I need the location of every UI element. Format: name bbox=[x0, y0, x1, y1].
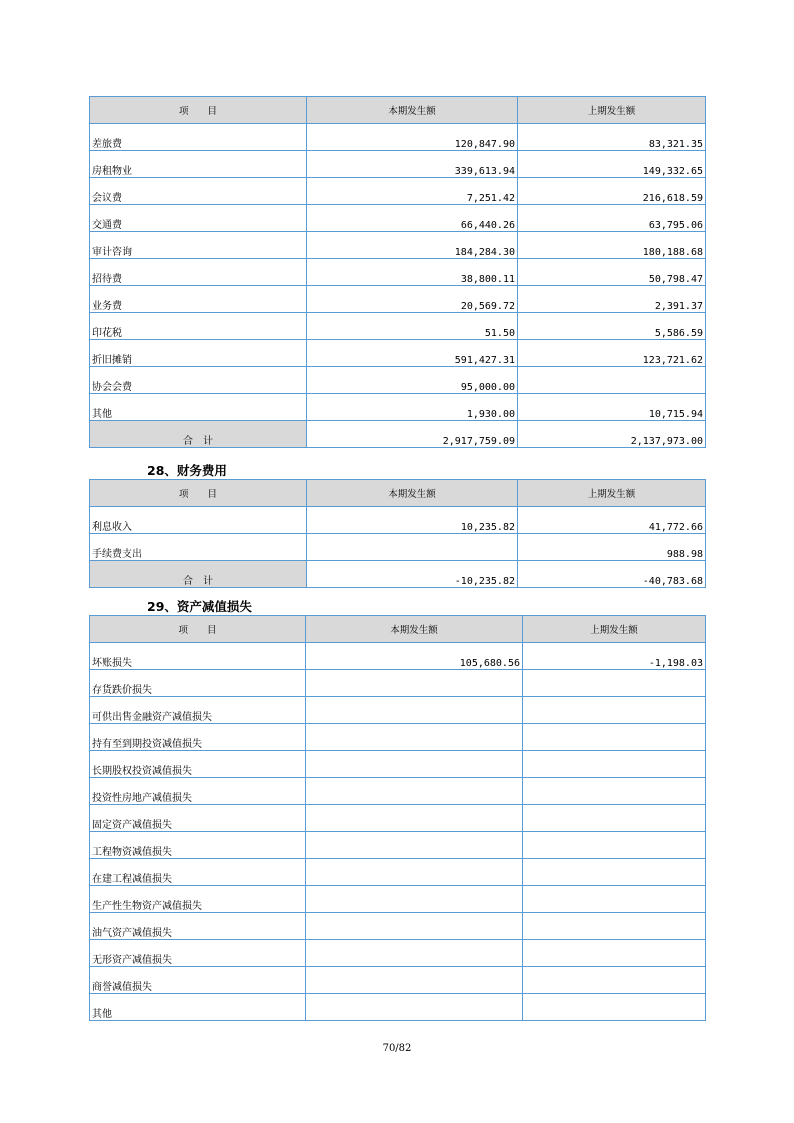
current-period-value: 7,251.42 bbox=[307, 178, 518, 205]
prior-period-value bbox=[523, 697, 706, 724]
total-value: -40,783.68 bbox=[518, 561, 706, 588]
admin-expense-table bbox=[89, 96, 706, 448]
financial-expense-table bbox=[89, 479, 706, 588]
current-period-value: 51.50 bbox=[307, 313, 518, 340]
current-period-value bbox=[306, 751, 523, 778]
prior-period-value: 10,715.94 bbox=[518, 394, 706, 421]
row-label: 手续费支出 bbox=[90, 534, 307, 561]
current-period-value: 120,847.90 bbox=[307, 124, 518, 151]
column-header: 项 目 bbox=[90, 616, 306, 643]
table-row bbox=[90, 967, 706, 994]
row-label: 固定资产减值损失 bbox=[90, 805, 306, 832]
prior-period-value: 50,798.47 bbox=[518, 259, 706, 286]
header-row bbox=[90, 480, 706, 507]
table-row bbox=[90, 832, 706, 859]
row-label: 招待费 bbox=[90, 259, 307, 286]
prior-period-value: 83,321.35 bbox=[518, 124, 706, 151]
prior-period-value bbox=[523, 751, 706, 778]
current-period-value: 38,800.11 bbox=[307, 259, 518, 286]
prior-period-value: 988.98 bbox=[518, 534, 706, 561]
prior-period-value bbox=[523, 859, 706, 886]
row-label: 业务费 bbox=[90, 286, 307, 313]
table-row bbox=[90, 886, 706, 913]
row-label: 房租物业 bbox=[90, 151, 307, 178]
row-label: 印花税 bbox=[90, 313, 307, 340]
column-header: 上期发生额 bbox=[518, 97, 706, 124]
row-label: 协会会费 bbox=[90, 367, 307, 394]
current-period-value bbox=[306, 994, 523, 1021]
table-row bbox=[90, 940, 706, 967]
prior-period-value bbox=[518, 367, 706, 394]
prior-period-value: -1,198.03 bbox=[523, 643, 706, 670]
current-period-value bbox=[306, 832, 523, 859]
row-label: 坏账损失 bbox=[90, 643, 306, 670]
table-row bbox=[90, 751, 706, 778]
current-period-value bbox=[306, 778, 523, 805]
row-label: 交通费 bbox=[90, 205, 307, 232]
table-row bbox=[90, 232, 706, 259]
prior-period-value: 180,188.68 bbox=[518, 232, 706, 259]
row-label: 会议费 bbox=[90, 178, 307, 205]
total-row bbox=[90, 421, 706, 448]
current-period-value bbox=[306, 670, 523, 697]
prior-period-value: 5,586.59 bbox=[518, 313, 706, 340]
table-body bbox=[90, 97, 706, 448]
current-period-value bbox=[307, 534, 518, 561]
current-period-value bbox=[306, 886, 523, 913]
current-period-value: 10,235.82 bbox=[307, 507, 518, 534]
prior-period-value bbox=[523, 940, 706, 967]
current-period-value bbox=[306, 805, 523, 832]
prior-period-value bbox=[523, 724, 706, 751]
column-header: 项 目 bbox=[90, 480, 307, 507]
header-row bbox=[90, 97, 706, 124]
row-label: 工程物资减值损失 bbox=[90, 832, 306, 859]
current-period-value bbox=[306, 724, 523, 751]
prior-period-value bbox=[523, 832, 706, 859]
prior-period-value: 41,772.66 bbox=[518, 507, 706, 534]
row-label: 可供出售金融资产减值损失 bbox=[90, 697, 306, 724]
prior-period-value: 123,721.62 bbox=[518, 340, 706, 367]
total-value: -10,235.82 bbox=[307, 561, 518, 588]
table-body bbox=[90, 480, 706, 588]
row-label: 长期股权投资减值损失 bbox=[90, 751, 306, 778]
column-header: 本期发生额 bbox=[307, 480, 518, 507]
table-row bbox=[90, 178, 706, 205]
row-label: 利息收入 bbox=[90, 507, 307, 534]
table-row bbox=[90, 259, 706, 286]
row-label: 审计咨询 bbox=[90, 232, 307, 259]
prior-period-value: 2,391.37 bbox=[518, 286, 706, 313]
header-row bbox=[90, 616, 706, 643]
table-row bbox=[90, 778, 706, 805]
current-period-value bbox=[306, 940, 523, 967]
row-label: 折旧摊销 bbox=[90, 340, 307, 367]
table-row bbox=[90, 724, 706, 751]
prior-period-value bbox=[523, 805, 706, 832]
column-header: 本期发生额 bbox=[306, 616, 523, 643]
table-row bbox=[90, 507, 706, 534]
prior-period-value bbox=[523, 913, 706, 940]
current-period-value: 591,427.31 bbox=[307, 340, 518, 367]
prior-period-value bbox=[523, 778, 706, 805]
prior-period-value: 63,795.06 bbox=[518, 205, 706, 232]
current-period-value: 105,680.56 bbox=[306, 643, 523, 670]
row-label: 其他 bbox=[90, 394, 307, 421]
column-header: 上期发生额 bbox=[523, 616, 706, 643]
table-row bbox=[90, 859, 706, 886]
table-row bbox=[90, 367, 706, 394]
table-row bbox=[90, 205, 706, 232]
prior-period-value bbox=[523, 886, 706, 913]
column-header: 项 目 bbox=[90, 97, 307, 124]
table-row bbox=[90, 313, 706, 340]
section-title-financial-expense: 28、财务费用 bbox=[147, 463, 227, 478]
table-row bbox=[90, 994, 706, 1021]
current-period-value: 1,930.00 bbox=[307, 394, 518, 421]
row-label: 商誉减值损失 bbox=[90, 967, 306, 994]
row-label: 油气资产减值损失 bbox=[90, 913, 306, 940]
table-row bbox=[90, 913, 706, 940]
table-row bbox=[90, 124, 706, 151]
table-row bbox=[90, 643, 706, 670]
section-title-asset-impairment: 29、资产减值损失 bbox=[147, 599, 252, 614]
current-period-value: 339,613.94 bbox=[307, 151, 518, 178]
table-row bbox=[90, 697, 706, 724]
total-value: 2,137,973.00 bbox=[518, 421, 706, 448]
table-row bbox=[90, 151, 706, 178]
current-period-value bbox=[306, 697, 523, 724]
total-row bbox=[90, 561, 706, 588]
table-row bbox=[90, 394, 706, 421]
row-label: 生产性生物资产减值损失 bbox=[90, 886, 306, 913]
prior-period-value bbox=[523, 967, 706, 994]
table-row bbox=[90, 340, 706, 367]
table-row bbox=[90, 670, 706, 697]
prior-period-value bbox=[523, 670, 706, 697]
column-header: 本期发生额 bbox=[307, 97, 518, 124]
total-label: 合 计 bbox=[90, 421, 307, 448]
current-period-value bbox=[306, 913, 523, 940]
table-row bbox=[90, 286, 706, 313]
table-body bbox=[90, 616, 706, 1021]
column-header: 上期发生额 bbox=[518, 480, 706, 507]
row-label: 投资性房地产减值损失 bbox=[90, 778, 306, 805]
table-row bbox=[90, 534, 706, 561]
total-value: 2,917,759.09 bbox=[307, 421, 518, 448]
current-period-value: 66,440.26 bbox=[307, 205, 518, 232]
current-period-value bbox=[306, 967, 523, 994]
current-period-value bbox=[306, 859, 523, 886]
table-row bbox=[90, 805, 706, 832]
current-period-value: 20,569.72 bbox=[307, 286, 518, 313]
row-label: 其他 bbox=[90, 994, 306, 1021]
current-period-value: 184,284.30 bbox=[307, 232, 518, 259]
row-label: 存货跌价损失 bbox=[90, 670, 306, 697]
page-number: 70/82 bbox=[382, 1043, 412, 1054]
total-label: 合 计 bbox=[90, 561, 307, 588]
row-label: 持有至到期投资减值损失 bbox=[90, 724, 306, 751]
asset-impairment-table bbox=[89, 615, 706, 1021]
row-label: 无形资产减值损失 bbox=[90, 940, 306, 967]
row-label: 在建工程减值损失 bbox=[90, 859, 306, 886]
prior-period-value: 216,618.59 bbox=[518, 178, 706, 205]
prior-period-value bbox=[523, 994, 706, 1021]
current-period-value: 95,000.00 bbox=[307, 367, 518, 394]
prior-period-value: 149,332.65 bbox=[518, 151, 706, 178]
row-label: 差旅费 bbox=[90, 124, 307, 151]
